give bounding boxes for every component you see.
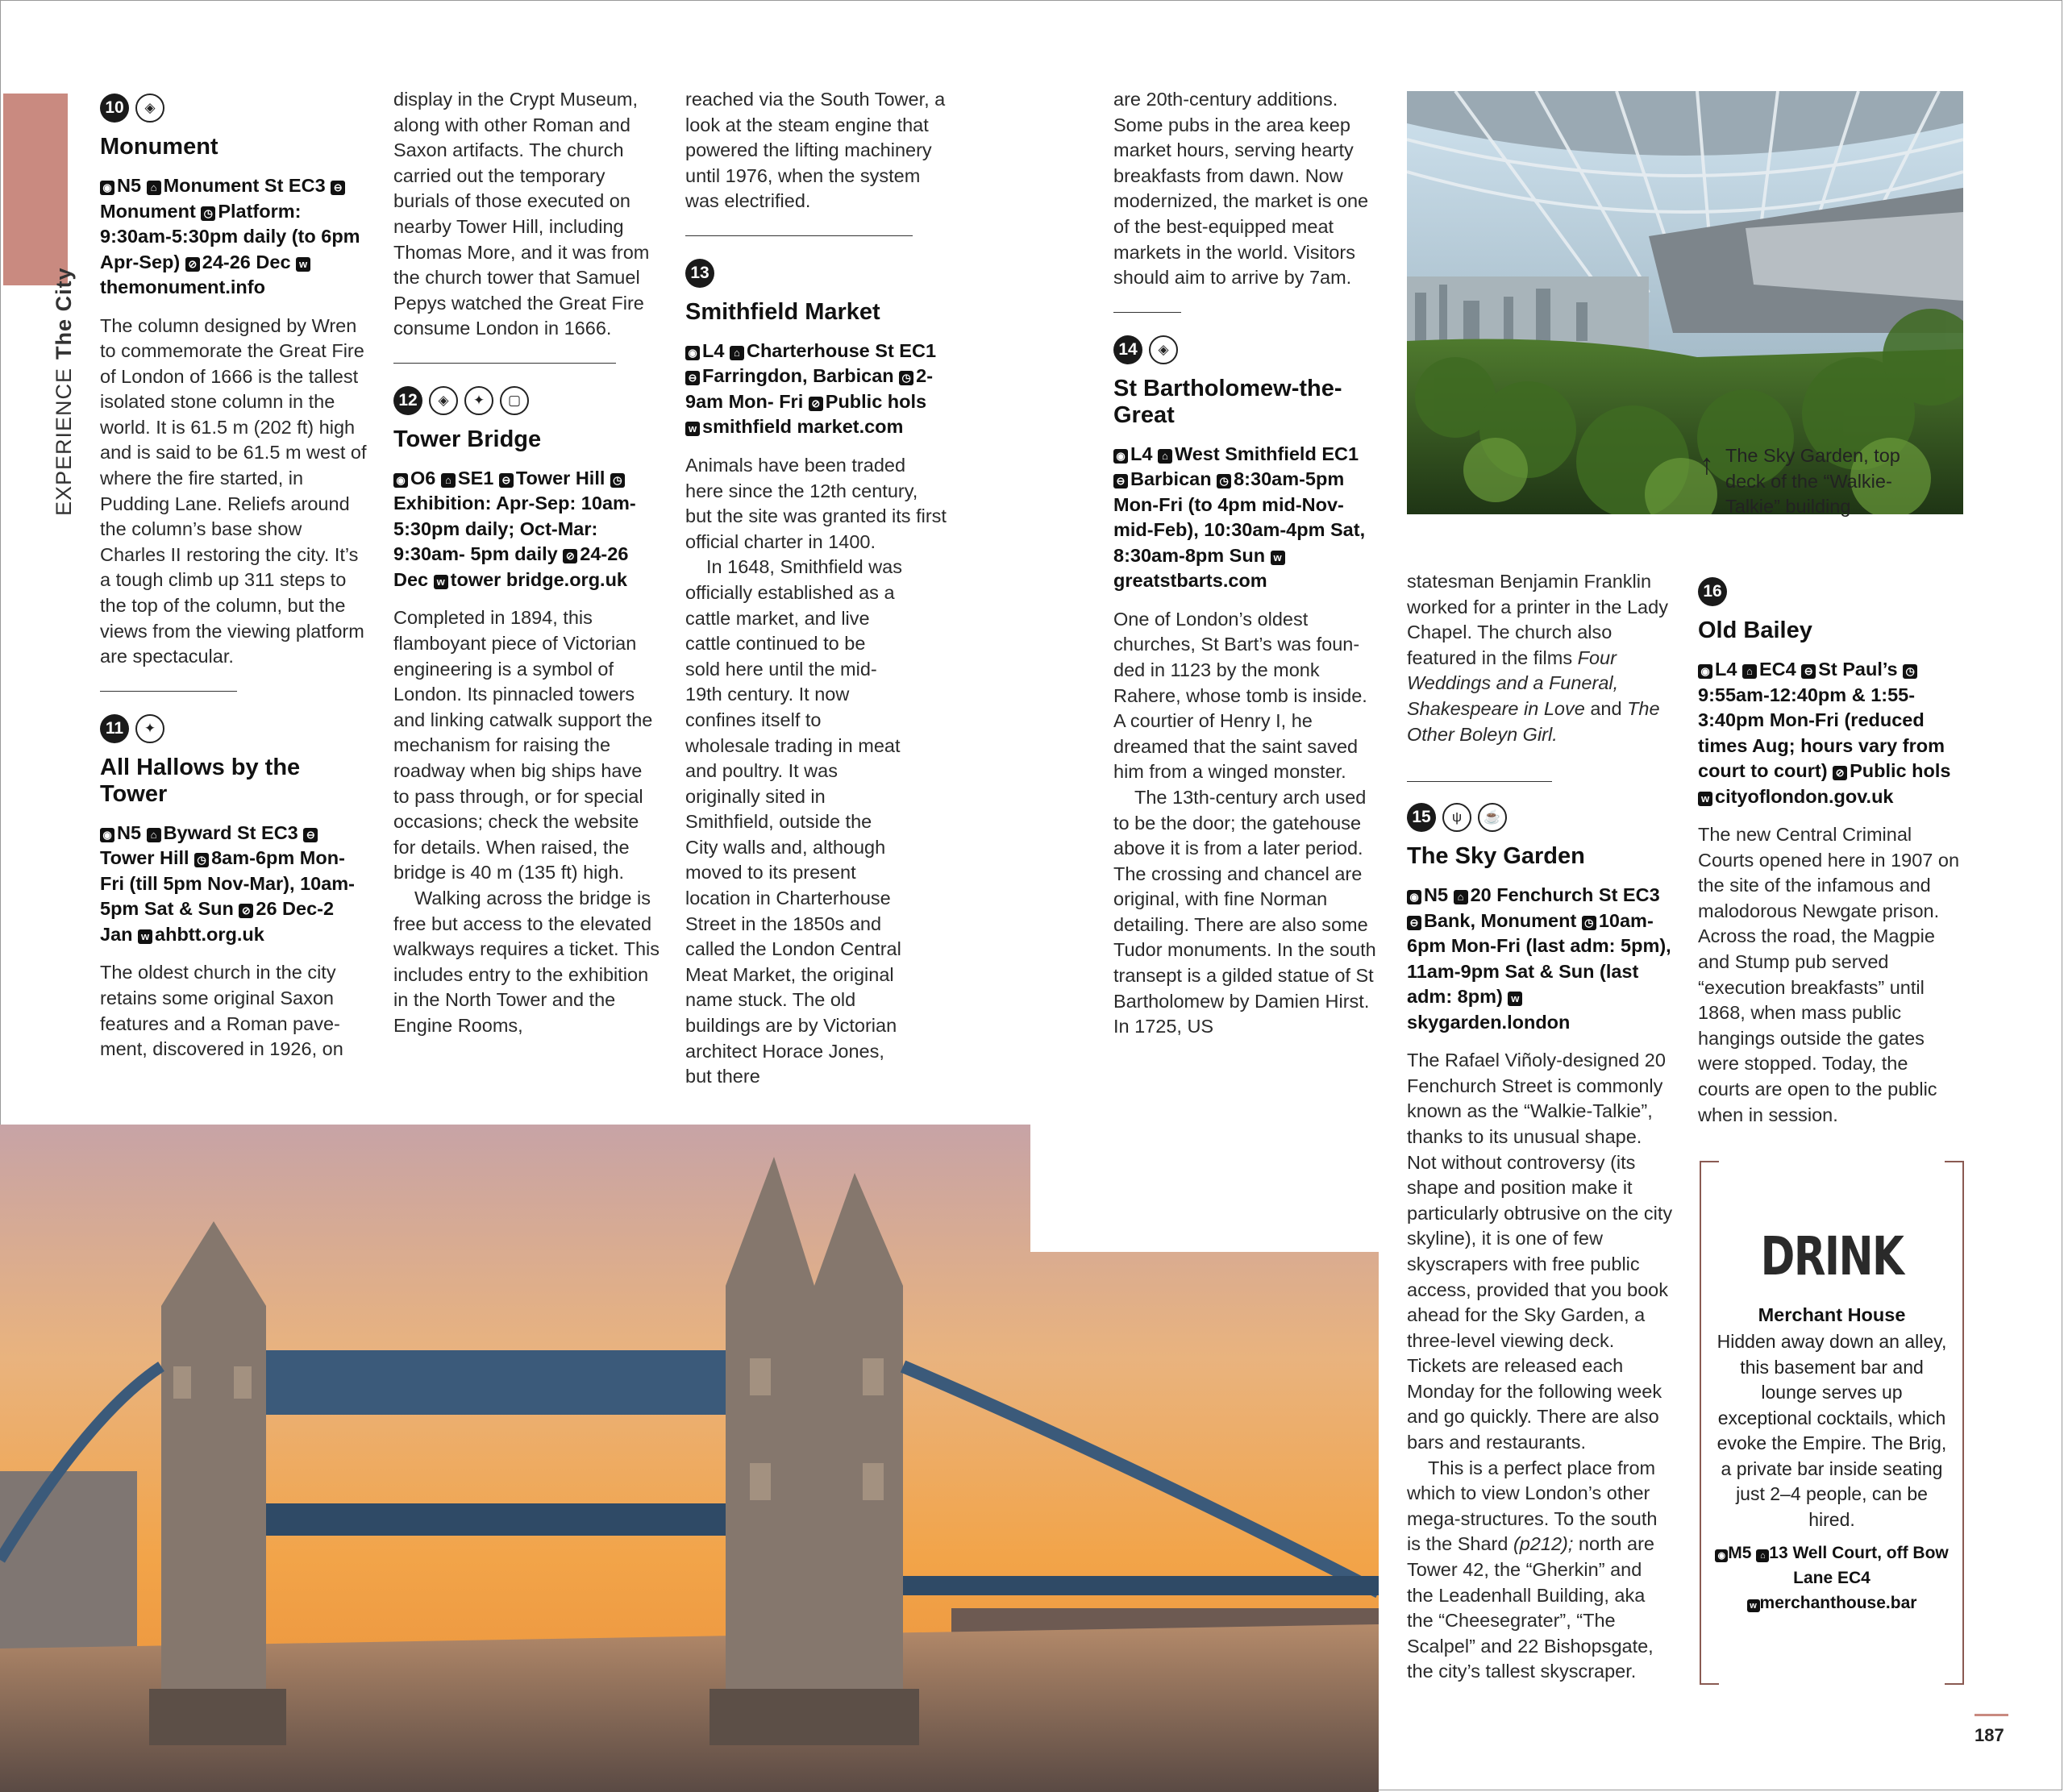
all-hallows-body-cont: display in the Crypt Museum, along with other Roman and Saxon artifacts. The church carried out the temporary burials of those executed on nearby Tower Hill, including Thomas More, and it was from the church tower that Samuel Pepys watched the Great Fire consume London in 1666. [393, 89, 650, 339]
column-3 [685, 87, 947, 1090]
monument-info: ◉ N5 ⌂ Monument St EC3 ⊖Monument ◷ Platform: 9:30am-5:30pm daily (to 6pm Apr-Sep) ⊘ 24-26 Dec wthemonument.info [100, 175, 360, 297]
section-label: EXPERIENCEThe City [52, 267, 76, 516]
smithfield-body-2: In 1648, Smithfield was officially established as a cattle market, and live cattle continued to be sold here until the mid-19th century. It now confines itself to wholesale trading in meat and poultry. It was originally sited in Smithfield, outside the City walls and, although moved to its present location in Charterhouse Street in the 1850s and called the London Central Meat Market, the original name stuck. The old buildings are by Victorian architect Horace Jones, but there [685, 556, 902, 1087]
sightseeing-icon: ◈ [429, 386, 458, 415]
st-barts-body-2: The 13th-century arch used to be the door; the gatehouse above it is from a later period. The crossing and chancel are original, with fine Norman detailing. There are also some Tudor monuments. In the south transept is a gilded statue of St Bartholomew by Damien Hirst. In 1725, US [1113, 786, 1376, 1037]
page-number-rule [1975, 1714, 2008, 1716]
all-hallows-info: ◉ N5 ⌂ Byward St EC3 ⊖Tower Hill ◷ 8am-6pm Mon-Fri (till 5pm Nov-Mar), 10am-5pm Sat & Sun ⊘ 26 Dec-2 Jan w ahbtt.org.uk [100, 821, 355, 945]
column-1 [100, 92, 368, 1062]
section-color-tab [3, 94, 68, 285]
drink-info: ◉ M5 ⌂ 13 Well Court, off Bow Lane EC4 w merchanthouse.bar [1701, 1540, 1962, 1615]
sky-garden-info: ◉ N5 ⌂ 20 Fenchurch St EC3 ⊖ Bank, Monument ◷ 10am-6pm Mon-Fri (last adm: 5pm), 11am-9pm Sat & Sun (last adm: 8pm) wskygarden.london [1407, 884, 1671, 1033]
smithfield-body-cont: are 20th-century additions. Some pubs in the area keep market hours, serving hearty breakfasts from dawn. Now modernized, the market is one of the best-equipped meat markets in the world. Visitors should aim to arrive by 7am. [1113, 89, 1369, 289]
entry-number: 15 [1407, 803, 1436, 832]
drink-venue-name: Merchant House [1758, 1304, 1906, 1325]
smithfield-body-1: Animals have been traded here since the 12th century, but the site was granted its first official charter in 1400. [685, 454, 947, 552]
sightseeing-icon: ◈ [135, 94, 164, 123]
drink-heading: DRINK [1760, 1225, 1904, 1287]
column-2 [393, 87, 660, 1039]
entry-number: 12 [393, 386, 422, 415]
tower-bridge-body-1: Completed in 1894, this flamboyant piece of Victorian engineering is a symbol of London. Its pinnacled towers and linking catwalk support the mechanism for raising the roadway when big ships have to pass through, or for special occasions; check the website for details. When raised, the bridge is 40 m (135 ft) high. [393, 607, 653, 884]
page-number: 187 [1975, 1725, 2004, 1745]
entry-number: 16 [1698, 577, 1727, 606]
sky-garden-title: The Sky Garden [1407, 843, 1585, 870]
st-barts-body-1: One of London’s oldest churches, St Bart’s was foun-ded in 1123 by the monk Rahere, whose tomb is inside. A courtier of Henry I, he dreamed that the saint saved him from a winged monster. [1113, 608, 1367, 783]
column-5 [1407, 569, 1673, 1685]
sky-garden-caption: ↑ The Sky Garden, top deck of the “Walkie-Talkie” building [1700, 443, 1933, 520]
church-icon: ✦ [135, 714, 164, 743]
all-hallows-title: All Hallows by the Tower [100, 754, 301, 807]
entry-number: 10 [100, 94, 129, 123]
tower-bridge-body-2: Walking across the bridge is free but access to the elevated walkways requires a ticket. This includes entry to the exhibition in the North Tower and the Engine Rooms, [393, 887, 660, 1036]
cafe-icon: ☕ [1478, 803, 1507, 832]
column-4 [1113, 87, 1379, 1040]
shopping-icon: ▢ [500, 386, 529, 415]
smithfield-title: Smithfield Market [685, 298, 880, 325]
restaurant-icon: ψ [1442, 803, 1471, 832]
tower-bridge-body-cont: reached via the South Tower, a look at the steam engine that powered the lifting machinery until 1976, when the system was electrified. [685, 89, 946, 212]
monument-body: The column designed by Wren to commemorate the Great Fire of London of 1666 is the tallest isolated stone column in the world. It is 61.5 m (202 ft) high and is said to be 61.5 m west of where the fire started, in Pudding Lane. Reliefs around the column’s base show Charles II restoring the city. It’s a tough climb up 311 steps to the top of the column, but the views from the viewing platform are spectacular. [100, 314, 367, 667]
all-hallows-body: The oldest church in the city retains some original Saxon features and a Roman pave-ment, discovered in 1926, on [100, 962, 343, 1060]
drink-box [1700, 1161, 1964, 1685]
st-barts-info: ◉ L4 ⌂ West Smithfield EC1 ⊖ Barbican ◷ 8:30am-5pm Mon-Fri (to 4pm mid-Nov-mid-Feb), 10:30am-4pm Sat, 8:30am-8pm Sun wgreatstbarts.com [1113, 443, 1366, 592]
entry-number: 13 [685, 259, 714, 288]
entry-number: 11 [100, 714, 129, 743]
old-bailey-info: ◉ L4 ⌂ EC4 ⊖ St Paul’s ◷9:55am-12:40pm & 1:55-3:40pm Mon-Fri (reduced times Aug; hours vary from court to court) ⊘ Public hols w cityoflondon.gov.uk [1698, 659, 1951, 807]
tower-bridge-title: Tower Bridge [393, 426, 542, 452]
walking-icon: ✦ [464, 386, 493, 415]
monument-title: Monument [100, 134, 218, 160]
tower-bridge-photo [0, 1125, 1379, 1792]
sky-garden-body-1: The Rafael Viñoly-designed 20 Fenchurch Street is commonly known as the “Walkie-Talkie”, thanks to its unusual shape. Not without controversy (its shape and position make it particularly obtrusive on the city skyline), it is one of few skyscrapers with free public access, provided that you book ahead for the Sky Garden, a three-level viewing deck. Tickets are released each Monday for the following week and go quickly. There are also bars and restaurants. [1407, 1050, 1673, 1453]
sightseeing-icon: ◈ [1149, 335, 1178, 364]
st-barts-title: St Bartholomew-the-Great [1113, 375, 1342, 428]
old-bailey-title: Old Bailey [1698, 617, 1812, 643]
tower-bridge-info: ◉ O6 ⌂ SE1 ⊖ Tower Hill ◷Exhibition: Apr-Sep: 10am-5:30pm daily; Oct-Mar: 9:30am- 5pm daily ⊘ 24-26 Dec w tower bridge.org.uk [393, 467, 636, 590]
entry-number: 14 [1113, 335, 1142, 364]
smithfield-info: ◉ L4 ⌂ Charterhouse St EC1 ⊖ Farringdon, Barbican ◷ 2-9am Mon- Fri ⊘ Public hols w smithfield market.com [685, 339, 937, 438]
sky-garden-body-2: This is a perfect place from which to view London’s other mega-structures. To the south is the Shard (p212); north are Tower 42, the “Gherkin” and the Leadenhall Building, aka the “Cheesegrater”, “The Scalpel” and 22 Bishopsgate, the city’s tallest skyscraper. [1407, 1457, 1658, 1682]
drink-text: Hidden away down an alley, this basement bar and lounge serves up exceptional cocktails, which evoke the Empire. The Brig, a private bar inside seating just 2–4 people, can be hired. [1717, 1331, 1947, 1530]
old-bailey-body: The new Central Criminal Courts opened here in 1907 on the site of the infamous and malodorous Newgate prison. Across the road, the Magpie and Stump pub served “execution breakfasts” until 1868, when mass public hangings outside the gates were stopped. Today, the courts are open to the public when in session. [1698, 824, 1960, 1125]
st-barts-body-cont: statesman Benjamin Franklin worked for a printer in the Lady Chapel. The church also featured in the films Four Weddings and a Funeral, Shakespeare in Love and The Other Boleyn Girl. [1407, 571, 1668, 745]
arrow-up-icon: ↑ [1700, 447, 1714, 480]
column-6 [1698, 576, 1964, 1128]
